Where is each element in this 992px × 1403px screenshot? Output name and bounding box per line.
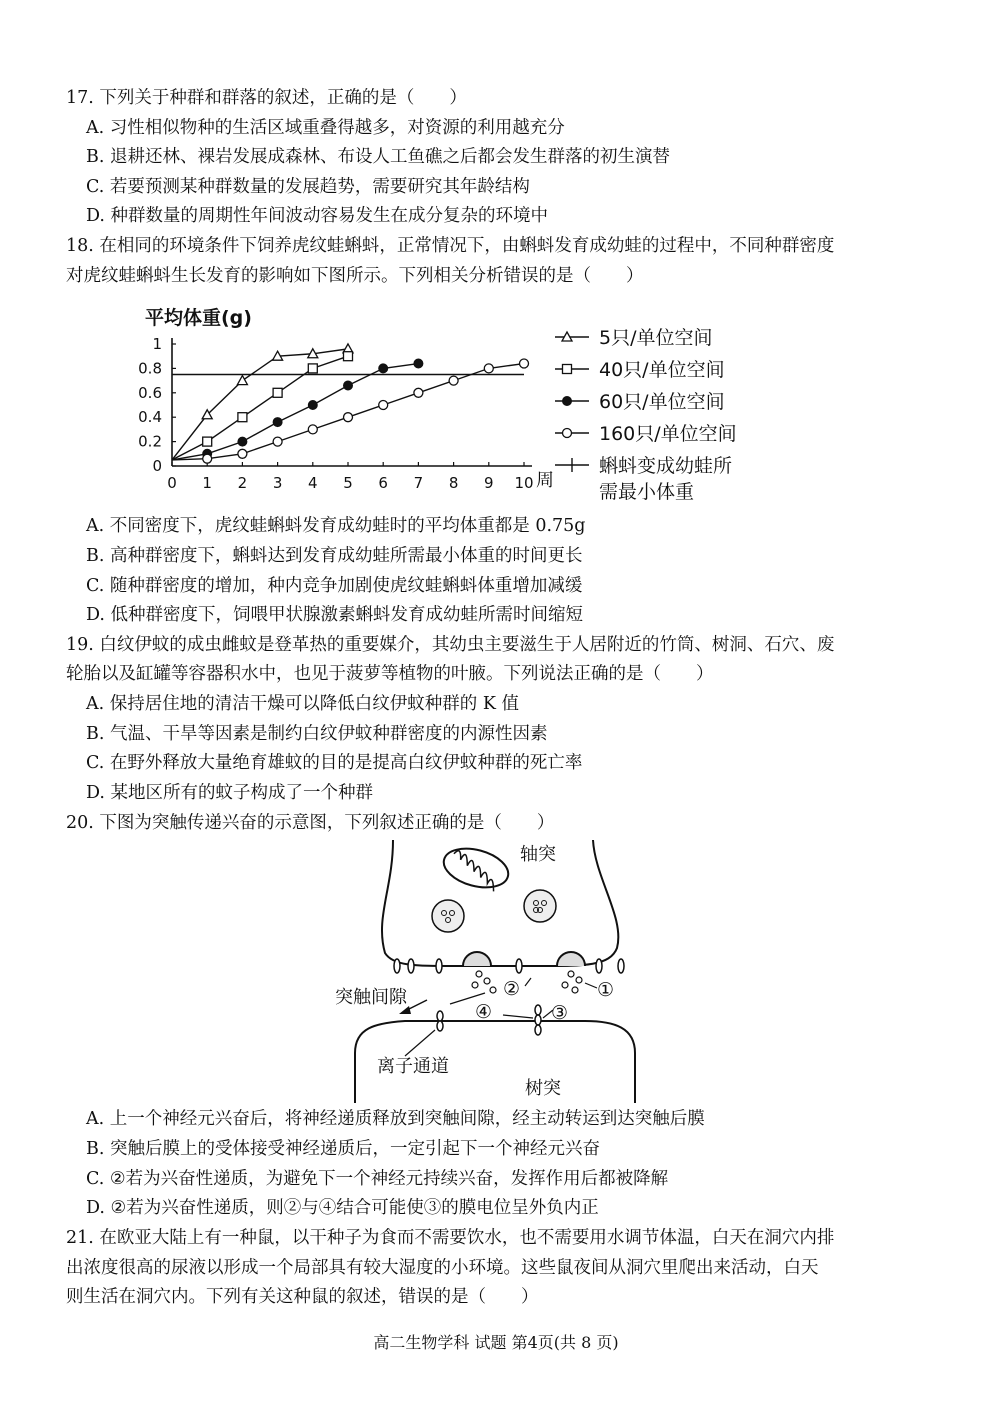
q19-option-c: C. 在野外释放大量绝育雄蚊的目的是提高白纹伊蚊种群的死亡率 xyxy=(86,753,583,773)
series-1-point xyxy=(273,388,282,397)
x-tick-label: 3 xyxy=(272,474,283,492)
q18-option-c: C. 随种群密度的增加，种内竞争加剧使虎纹蛙蝌蚪体重增加减缓 xyxy=(86,576,583,596)
synapse-diagram xyxy=(335,838,665,1103)
legend-label-2: 60只/单位空间 xyxy=(599,391,725,413)
legend-label-0: 5只/单位空间 xyxy=(599,327,713,349)
mitochondrion-icon xyxy=(439,842,512,894)
page-footer: 高二生物学科 试题 第4页(共 8 页) xyxy=(373,1333,619,1352)
series-0-point xyxy=(237,376,247,385)
q18-stem-line2: 对虎纹蛙蝌蚪生长发育的影响如下图所示。下列相关分析错误的是（ ） xyxy=(66,266,644,286)
q21-stem-line2: 出浓度很高的尿液以形成一个局部具有较大湿度的小环境。这些鼠夜间从洞穴里爬出来活动，白天 xyxy=(66,1258,819,1278)
q17-option-a: A. 习性相似物种的生活区域重叠得越多，对资源的利用越充分 xyxy=(86,118,565,138)
q18-option-a: A. 不同密度下，虎纹蛙蝌蚪发育成幼蛙时的平均体重都是 0.75g xyxy=(86,516,586,536)
q17-stem: 17. 下列关于种群和群落的叙述，正确的是（ ） xyxy=(66,88,467,108)
y-tick-label: 1 xyxy=(152,335,162,353)
q17-option-c: C. 若要预测某种群数量的发展趋势，需要研究其年龄结构 xyxy=(86,177,530,197)
axon-membrane xyxy=(382,840,618,966)
x-tick-label: 10 xyxy=(514,474,534,492)
series-3-point xyxy=(273,437,282,446)
legend-label-1: 40只/单位空间 xyxy=(599,359,725,381)
y-tick-label: 0.4 xyxy=(138,408,162,427)
marker-1: ① xyxy=(597,979,615,1001)
series-2-point xyxy=(273,418,282,427)
q18-stem-line1: 18. 在相同的环境条件下饲养虎纹蛙蝌蚪，正常情况下，由蝌蚪发育成幼蛙的过程中，不同种群密度 xyxy=(66,236,835,256)
label-synaptic-cleft: 突触间隙 xyxy=(335,987,407,1008)
series-line-3 xyxy=(172,364,524,460)
vesicle-icon xyxy=(432,890,556,932)
series-3-point xyxy=(379,401,388,410)
series-3-point xyxy=(414,388,423,397)
series-3-point xyxy=(484,364,493,373)
marker-3: ③ xyxy=(551,1002,569,1024)
x-tick-label: 2 xyxy=(237,474,248,492)
series-2-point xyxy=(379,364,388,373)
q18-option-b: B. 高种群密度下，蝌蚪达到发育成幼蛙所需最小体重的时间更长 xyxy=(86,546,583,566)
x-tick-label: 0 xyxy=(167,474,177,492)
series-3-point xyxy=(344,413,353,422)
series-2-point xyxy=(308,401,317,410)
tadpole-weight-chart xyxy=(135,300,815,505)
x-tick-label: 8 xyxy=(448,474,459,492)
q20-option-d: D. ②若为兴奋性递质，则②与④结合可能使③的膜电位呈外负内正 xyxy=(86,1198,599,1218)
legend-label-reference-line1: 蝌蚪变成幼蛙所 xyxy=(599,455,733,477)
series-2-point xyxy=(414,359,423,368)
x-tick-label: 5 xyxy=(343,474,353,492)
q19-option-b: B. 气温、干旱等因素是制约白纹伊蚊种群密度的内源性因素 xyxy=(86,724,548,744)
q19-stem-line1: 19. 白纹伊蚊的成虫雌蚊是登革热的重要媒介，其幼虫主要滋生于人居附近的竹筒、树洞、石穴、废 xyxy=(66,635,835,655)
legend-marker-3 xyxy=(563,429,572,438)
series-3-point xyxy=(238,449,247,458)
x-tick-label: 6 xyxy=(378,474,388,492)
series-1-point xyxy=(203,437,212,446)
label-axon: 轴突 xyxy=(520,844,556,865)
series-2-point xyxy=(238,437,247,446)
legend-marker-2 xyxy=(563,397,572,406)
y-axis-label: 平均体重(g) xyxy=(145,307,252,329)
marker-2: ② xyxy=(503,978,521,1000)
q19-stem-line2: 轮胎以及缸罐等容器积水中，也见于菠萝等植物的叶腋。下列说法正确的是（ ） xyxy=(66,664,714,684)
legend-label-reference-line2: 需最小体重 xyxy=(599,481,695,503)
label-dendrite: 树突 xyxy=(525,1078,561,1099)
series-3-point xyxy=(520,359,529,368)
label-ion-channel: 离子通道 xyxy=(377,1056,449,1077)
q20-option-a: A. 上一个神经元兴奋后，将神经递质释放到突触间隙，经主动转运到达突触后膜 xyxy=(86,1109,705,1129)
q20-option-c: C. ②若为兴奋性递质，为避免下一个神经元持续兴奋，发挥作用后都被降解 xyxy=(86,1169,669,1189)
series-3-point xyxy=(308,425,317,434)
marker-4: ④ xyxy=(475,1001,493,1023)
q18-option-d: D. 低种群密度下，饲喂甲状腺激素蝌蚪发育成幼蛙所需时间缩短 xyxy=(86,605,584,625)
series-1-point xyxy=(238,413,247,422)
q20-stem: 20. 下图为突触传递兴奋的示意图，下列叙述正确的是（ ） xyxy=(66,813,555,833)
q19-option-a: A. 保持居住地的清洁干燥可以降低白纹伊蚊种群的 K 值 xyxy=(86,694,519,714)
x-tick-label: 9 xyxy=(484,474,494,492)
series-3-point xyxy=(203,454,212,463)
x-axis-label: 周 xyxy=(536,470,554,491)
y-tick-label: 0 xyxy=(152,457,162,475)
q17-option-d: D. 种群数量的周期性年间波动容易发生在成分复杂的环境中 xyxy=(86,206,549,226)
series-1-point xyxy=(308,364,317,373)
series-line-1 xyxy=(172,356,348,460)
y-tick-label: 0.8 xyxy=(138,359,162,378)
x-tick-label: 7 xyxy=(413,474,424,492)
y-tick-label: 0.6 xyxy=(138,383,162,402)
series-2-point xyxy=(344,381,353,390)
y-tick-label: 0.2 xyxy=(138,432,162,451)
series-3-point xyxy=(449,376,458,385)
q20-option-b: B. 突触后膜上的受体接受神经递质后，一定引起下一个神经元兴奋 xyxy=(86,1139,600,1159)
x-tick-label: 1 xyxy=(202,474,212,492)
legend-marker-1 xyxy=(563,365,572,374)
legend-label-3: 160只/单位空间 xyxy=(599,423,737,445)
series-1-point xyxy=(344,352,353,361)
q21-stem-line1: 21. 在欧亚大陆上有一种鼠，以干种子为食而不需要饮水，也不需要用水调节体温，白天在洞穴内排 xyxy=(66,1228,835,1248)
q17-option-b: B. 退耕还林、裸岩发展成森林、布设人工鱼礁之后都会发生群落的初生演替 xyxy=(86,147,670,167)
q19-option-d: D. 某地区所有的蚊子构成了一个种群 xyxy=(86,783,374,803)
x-tick-label: 4 xyxy=(308,474,318,492)
q21-stem-line3: 则生活在洞穴内。下列有关这种鼠的叙述，错误的是（ ） xyxy=(66,1287,539,1307)
